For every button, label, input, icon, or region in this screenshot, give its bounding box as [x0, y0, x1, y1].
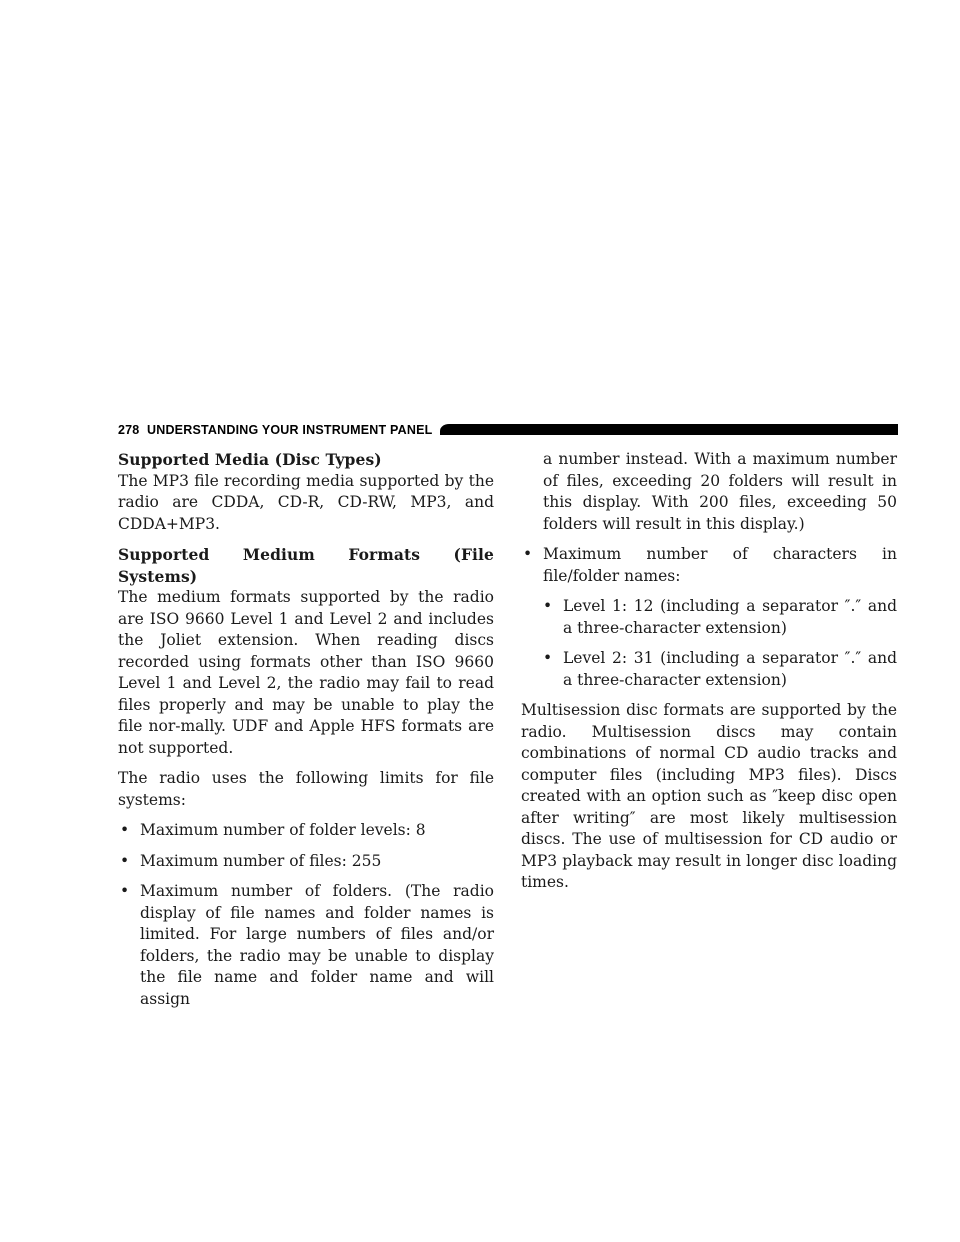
paragraph-supported-media: The MP3 file recording media supported by the radio are CDDA, CD-R, CD-RW, MP3, and CDDA+MP3. [118, 471, 494, 533]
section-title: UNDERSTANDING YOUR INSTRUMENT PANEL [147, 423, 433, 437]
bullet-glyph: • [120, 851, 130, 870]
sub-bullet-text-level-2: Level 2: 31 (including a separator ″.″ and a three-character extension) [563, 649, 897, 689]
paragraph-multisession: Multisession disc formats are supported by the radio. Multisession discs may contain combinations of normal CD audio tracks and computer files (including MP3 files). Discs created with an option such as ″keep disc open after writing″ are most likely multisession discs. The use of multisession for CD audio or MP3 playback may result in longer disc loading times. [521, 701, 897, 891]
bullet-glyph: • [543, 649, 553, 667]
header-rule [440, 424, 898, 435]
bullet-text-folder-levels: Maximum number of folder levels: 8 [140, 821, 426, 839]
list-item [521, 596, 897, 639]
list-item [118, 820, 494, 842]
paragraph-limits-intro: The radio uses the following limits for file systems: [118, 769, 494, 809]
right-column [521, 449, 897, 894]
bullet-continuation: a number instead. With a maximum number of files, exceeding 20 folders will result in this display. With 200 files, exceeding 50 folders will result in this display.) [543, 450, 897, 533]
bullet-text-max-folders: Maximum number of folders. (The radio display of file names and folder names is limited. For large numbers of files and/or folders, the radio may be unable to display the file name and folder name and will assign [140, 882, 494, 1008]
heading-supported-formats: Supported Medium Formats (File Systems) [118, 545, 494, 586]
left-column [118, 449, 494, 1010]
page-header [118, 422, 898, 438]
list-item [521, 544, 897, 587]
bullet-glyph: • [120, 882, 130, 900]
bullet-text-max-files: Maximum number of files: 255 [140, 851, 382, 870]
bullet-glyph: • [523, 545, 533, 563]
bullet-glyph: • [120, 821, 130, 839]
bullet-glyph: • [543, 597, 553, 615]
sub-bullet-text-level-1: Level 1: 12 (including a separator ″.″ and a three-character extension) [563, 597, 897, 637]
bullet-text-max-characters: Maximum number of characters in file/folder names: [543, 545, 897, 585]
page-number: 278 [118, 423, 140, 437]
list-item [118, 881, 494, 1010]
paragraph-supported-formats: The medium formats supported by the radio are ISO 9660 Level 1 and Level 2 and includes the Joliet extension. When reading discs recorded using formats other than ISO 9660 Level 1 and Level 2, the radio may fail to read files properly and may be unable to play the file nor-mally. UDF and Apple HFS formats are not supported. [118, 588, 494, 757]
list-item [521, 648, 897, 691]
heading-supported-media: Supported Media (Disc Types) [118, 450, 382, 469]
list-item [118, 851, 494, 873]
